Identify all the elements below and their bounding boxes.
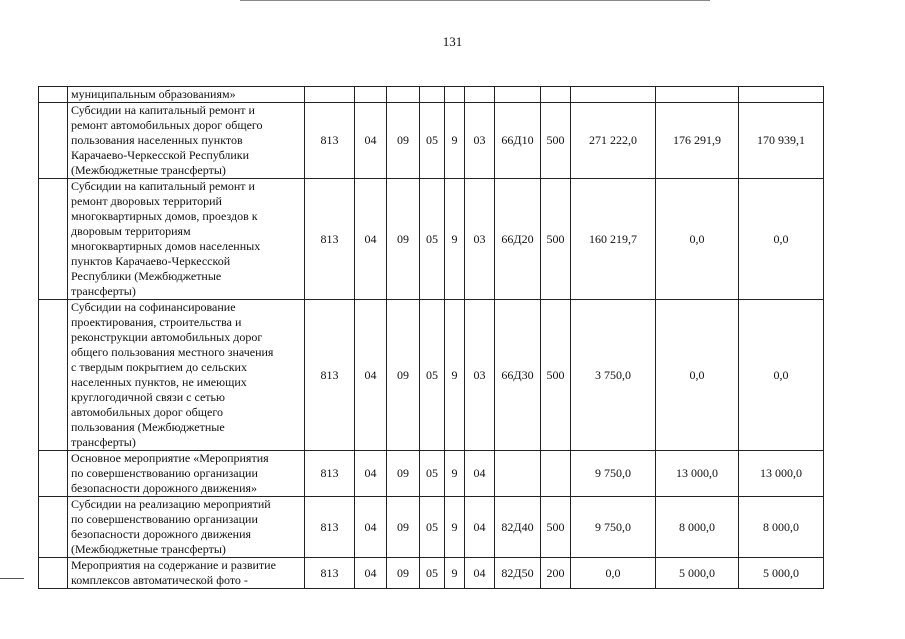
year1-amount-cell: 9 750,0 [571, 451, 656, 497]
table-body [39, 87, 824, 589]
expense-type-cell: 500 [541, 300, 571, 451]
subsection-cell: 09 [387, 558, 420, 589]
description-line: безопасности дорожного движения [71, 527, 252, 541]
year1-amount-cell: 3 750,0 [571, 300, 656, 451]
measure-cell [465, 87, 495, 103]
year2-amount-cell: 5 000,0 [656, 558, 739, 589]
description-cell [68, 558, 305, 589]
chapter-code-cell: 813 [305, 558, 355, 589]
direction-cell: 82Д40 [495, 497, 541, 558]
year3-amount-cell: 5 000,0 [739, 558, 824, 589]
description-cell [68, 179, 305, 300]
description-line: ремонт автомобильных дорог общего [71, 118, 263, 132]
year2-amount-cell: 176 291,9 [656, 103, 739, 179]
description-line: безопасности дорожного движения» [71, 481, 258, 495]
table-row [39, 87, 824, 103]
table-row [39, 451, 824, 497]
subsection-cell: 09 [387, 451, 420, 497]
program-cell: 05 [420, 451, 445, 497]
program-cell [420, 87, 445, 103]
section-cell: 04 [355, 103, 387, 179]
program-cell: 05 [420, 179, 445, 300]
description-line: реконструкции автомобильных дорог [71, 330, 263, 344]
description-line: пунктов Карачаево-Черкесской [71, 254, 231, 268]
description-line: населенных пунктов, не имеющих [71, 375, 247, 389]
chapter-code-cell: 813 [305, 497, 355, 558]
measure-cell: 03 [465, 179, 495, 300]
measure-cell: 04 [465, 497, 495, 558]
row-number-cell [39, 451, 68, 497]
expense-type-cell [541, 87, 571, 103]
description-line: многоквартирных домов, проездов к [71, 209, 258, 223]
expense-type-cell: 500 [541, 179, 571, 300]
year3-amount-cell: 170 939,1 [739, 103, 824, 179]
direction-cell [495, 87, 541, 103]
budget-table [38, 86, 824, 589]
description-line: Республики (Межбюджетные [71, 269, 222, 283]
subprogram-cell: 9 [445, 179, 465, 300]
description-line: пользования населенных пунктов [71, 133, 243, 147]
table-row [39, 300, 824, 451]
description-line: Субсидии на капитальный ремонт и [71, 103, 255, 117]
section-cell: 04 [355, 558, 387, 589]
year1-amount-cell [571, 87, 656, 103]
expense-type-cell: 500 [541, 103, 571, 179]
description-line: с твердым покрытием до сельских [71, 360, 247, 374]
subprogram-cell: 9 [445, 103, 465, 179]
measure-cell: 04 [465, 451, 495, 497]
description-line: автомобильных дорог общего [71, 405, 223, 419]
table-row [39, 558, 824, 589]
subprogram-cell: 9 [445, 451, 465, 497]
description-line: общего пользования местного значения [71, 345, 274, 359]
section-cell [355, 87, 387, 103]
table-row [39, 497, 824, 558]
year2-amount-cell [656, 87, 739, 103]
year3-amount-cell: 0,0 [739, 179, 824, 300]
description-line: круглогодичной связи с сетью [71, 390, 225, 404]
row-number-cell [39, 300, 68, 451]
subprogram-cell [445, 87, 465, 103]
section-cell: 04 [355, 300, 387, 451]
expense-type-cell [541, 451, 571, 497]
chapter-code-cell: 813 [305, 300, 355, 451]
page-number: 131 [442, 34, 463, 49]
year2-amount-cell: 13 000,0 [656, 451, 739, 497]
expense-type-cell: 500 [541, 497, 571, 558]
year1-amount-cell: 0,0 [571, 558, 656, 589]
description-line: пользования (Межбюджетные [71, 420, 225, 434]
subsection-cell: 09 [387, 103, 420, 179]
description-line: комплексов автоматической фото - [71, 573, 248, 587]
description-line: (Межбюджетные трансферты) [71, 542, 226, 556]
subprogram-cell: 9 [445, 558, 465, 589]
subsection-cell: 09 [387, 497, 420, 558]
description-cell [68, 451, 305, 497]
section-cell: 04 [355, 451, 387, 497]
description-line: по совершенствованию организации [71, 512, 258, 526]
year3-amount-cell: 13 000,0 [739, 451, 824, 497]
row-number-cell [39, 558, 68, 589]
direction-cell: 66Д30 [495, 300, 541, 451]
description-line: ремонт дворовых территорий [71, 194, 222, 208]
subsection-cell [387, 87, 420, 103]
direction-cell [495, 451, 541, 497]
description-line: (Межбюджетные трансферты) [71, 163, 226, 177]
direction-cell: 66Д20 [495, 179, 541, 300]
year3-amount-cell: 8 000,0 [739, 497, 824, 558]
table-row [39, 179, 824, 300]
description-cell [68, 87, 305, 103]
description-cell [68, 300, 305, 451]
subprogram-cell: 9 [445, 300, 465, 451]
description-line: Субсидии на реализацию мероприятий [71, 497, 271, 511]
chapter-code-cell: 813 [305, 179, 355, 300]
description-line: Карачаево-Черкесской Республики [71, 148, 250, 162]
section-cell: 04 [355, 497, 387, 558]
description-line: Субсидии на софинансирование [71, 300, 236, 314]
year1-amount-cell: 160 219,7 [571, 179, 656, 300]
row-number-cell [39, 497, 68, 558]
description-line: трансферты) [71, 435, 136, 449]
description-line: Основное мероприятие «Мероприятия [71, 451, 269, 465]
chapter-code-cell [305, 87, 355, 103]
year2-amount-cell: 0,0 [656, 179, 739, 300]
description-cell [68, 497, 305, 558]
program-cell: 05 [420, 558, 445, 589]
description-line: дворовым территориям [71, 224, 191, 238]
subsection-cell: 09 [387, 300, 420, 451]
year3-amount-cell [739, 87, 824, 103]
top-border-line [240, 0, 710, 1]
subprogram-cell: 9 [445, 497, 465, 558]
direction-cell: 66Д10 [495, 103, 541, 179]
year3-amount-cell: 0,0 [739, 300, 824, 451]
year1-amount-cell: 271 222,0 [571, 103, 656, 179]
expense-type-cell: 200 [541, 558, 571, 589]
year2-amount-cell: 8 000,0 [656, 497, 739, 558]
description-line: проектирования, строительства и [71, 315, 242, 329]
description-line: Мероприятия на содержание и развитие [71, 558, 276, 572]
description-line: Субсидии на капитальный ремонт и [71, 179, 255, 193]
table-row [39, 103, 824, 179]
measure-cell: 03 [465, 103, 495, 179]
row-number-cell [39, 179, 68, 300]
subsection-cell: 09 [387, 179, 420, 300]
measure-cell: 04 [465, 558, 495, 589]
description-line: многоквартирных домов населенных [71, 239, 261, 253]
chapter-code-cell: 813 [305, 103, 355, 179]
program-cell: 05 [420, 497, 445, 558]
chapter-code-cell: 813 [305, 451, 355, 497]
row-number-cell [39, 87, 68, 103]
description-line: трансферты) [71, 284, 136, 298]
section-cell: 04 [355, 179, 387, 300]
margin-mark [0, 578, 24, 579]
description-line: по совершенствованию организации [71, 466, 258, 480]
program-cell: 05 [420, 103, 445, 179]
year1-amount-cell: 9 750,0 [571, 497, 656, 558]
direction-cell: 82Д50 [495, 558, 541, 589]
program-cell: 05 [420, 300, 445, 451]
description-cell [68, 103, 305, 179]
measure-cell: 03 [465, 300, 495, 451]
row-number-cell [39, 103, 68, 179]
description-line: муниципальным образованиям» [71, 87, 236, 101]
year2-amount-cell: 0,0 [656, 300, 739, 451]
